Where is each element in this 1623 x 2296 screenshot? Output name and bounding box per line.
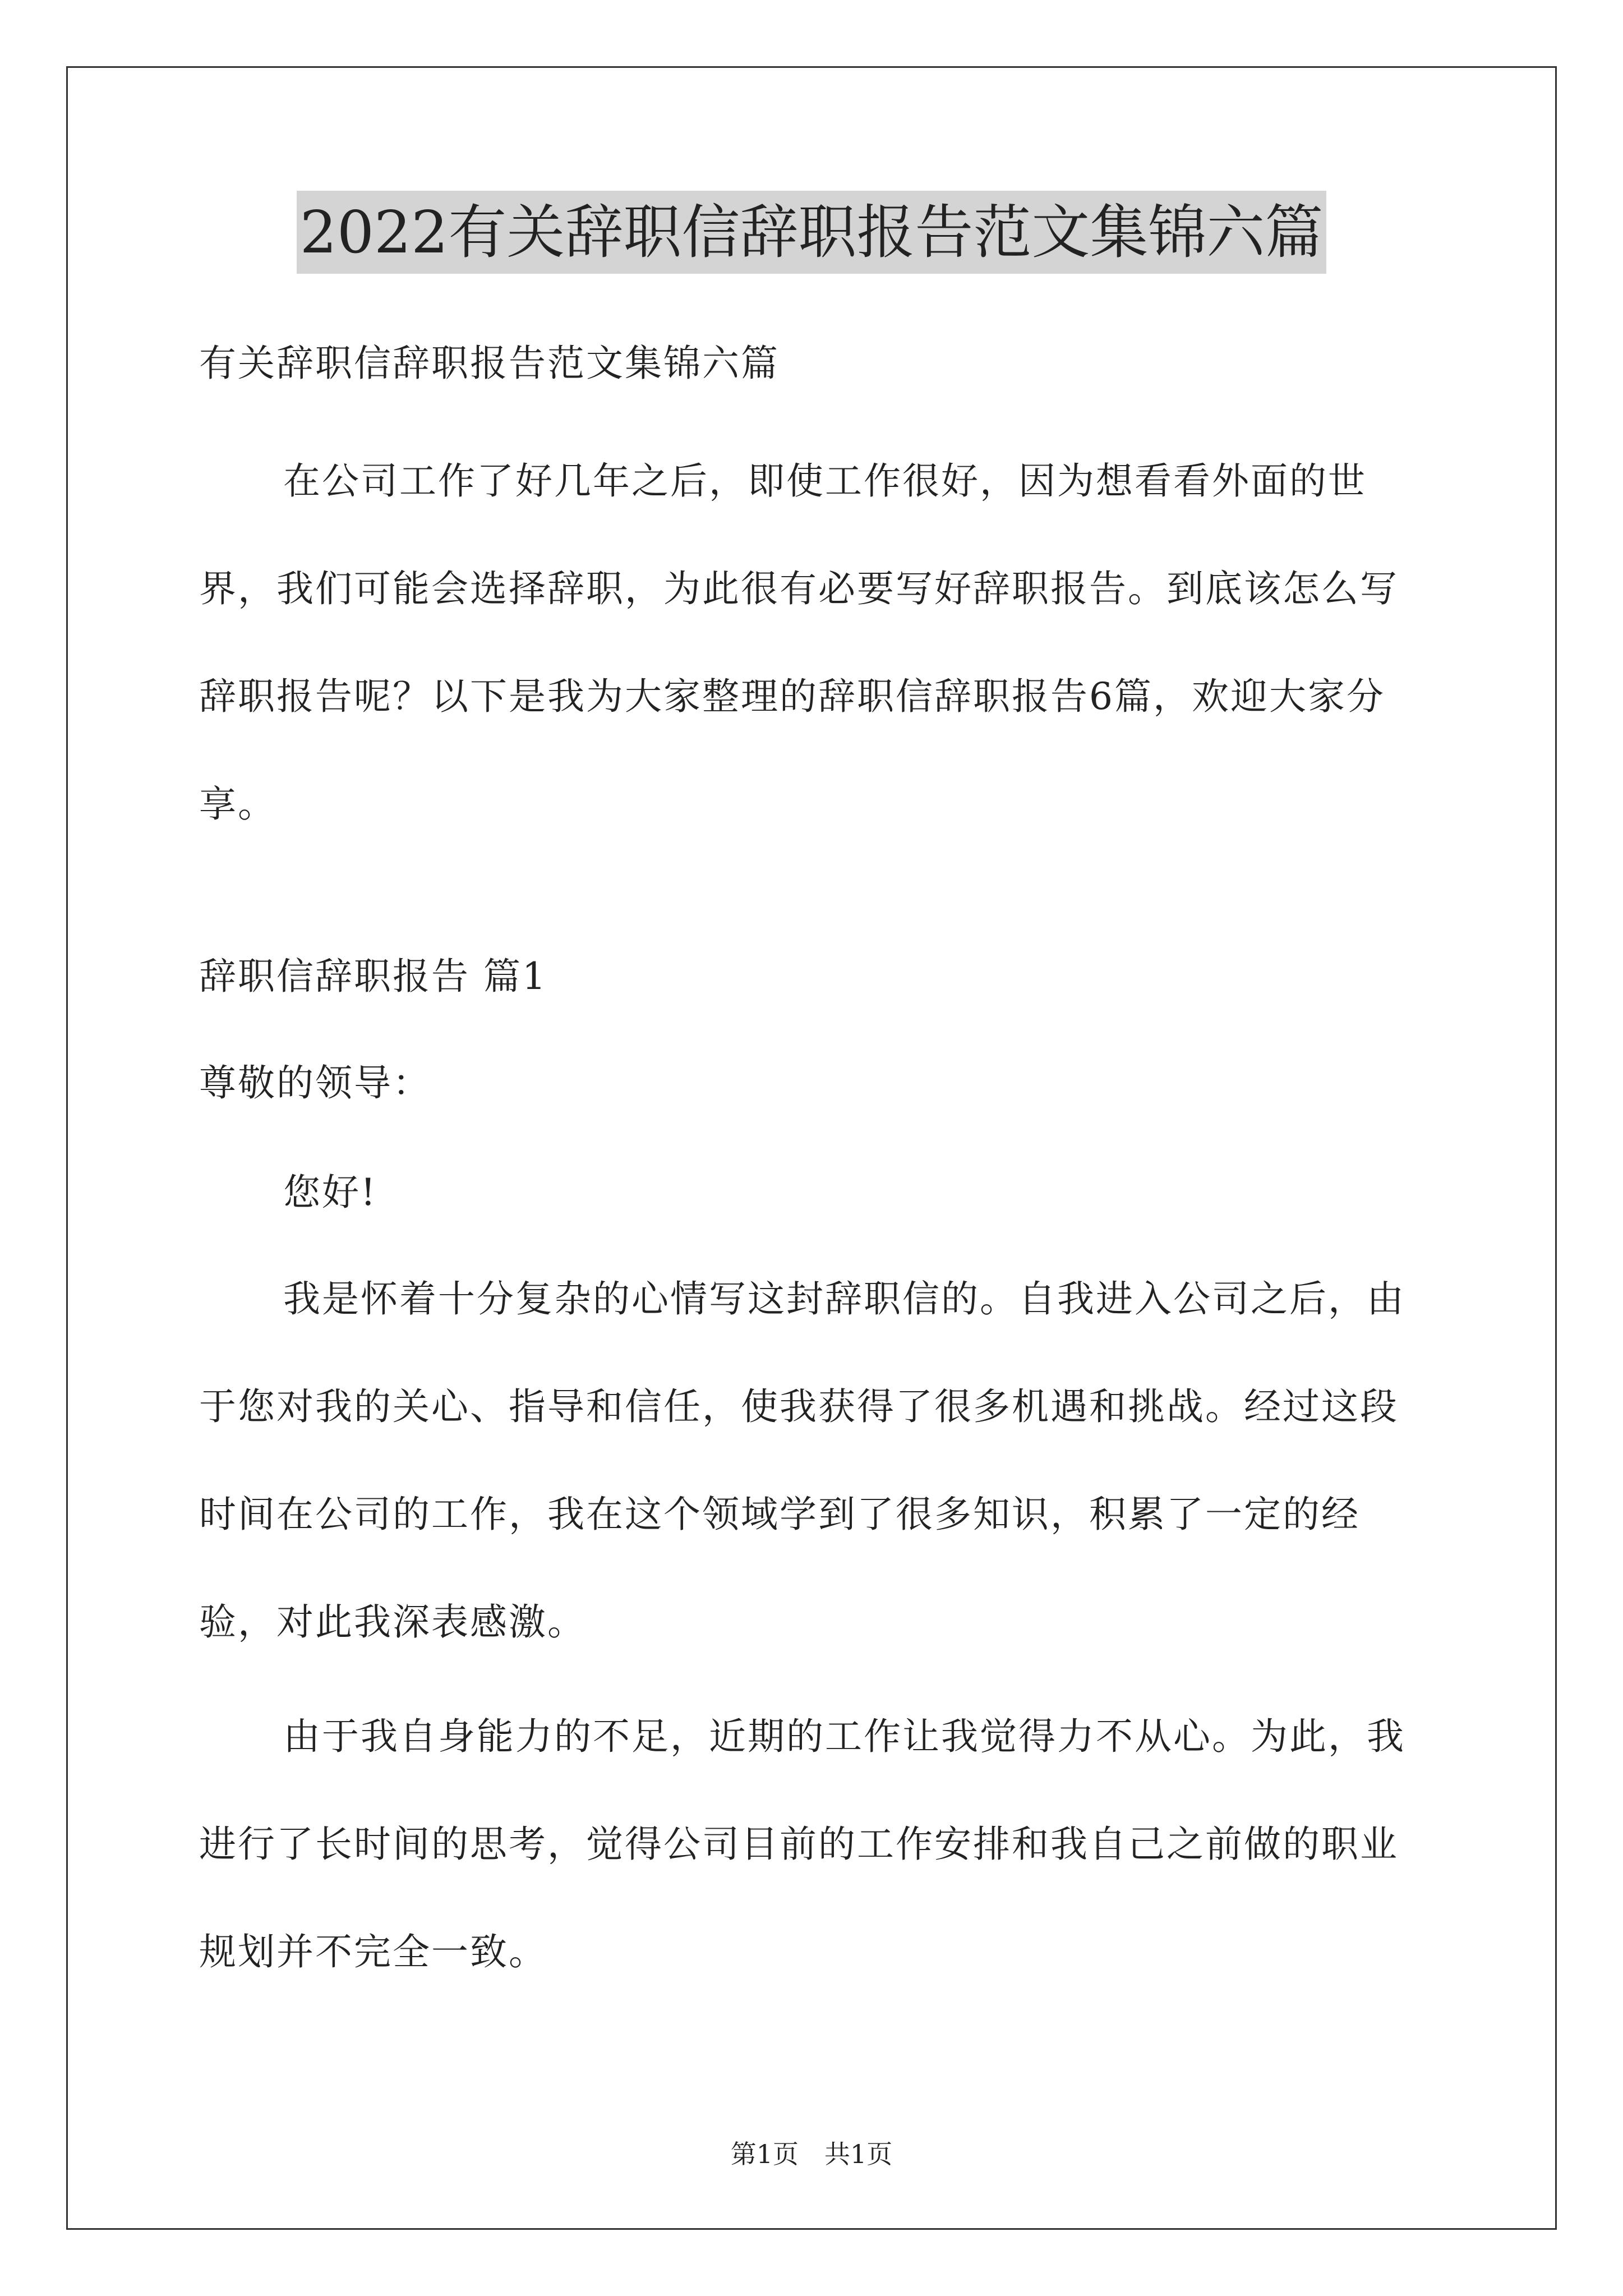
document-title: 2022有关辞职信辞职报告范文集锦六篇 <box>297 191 1327 274</box>
salutation: 尊敬的领导： <box>199 1061 431 1105</box>
title-container <box>0 191 1623 274</box>
intro-paragraph: 在公司工作了好几年之后，即使工作很好，因为想看看外面的世界，我们可能会选择辞职，为此很有必要写好辞职报告。到底该怎么写辞职报告呢？以下是我为大家整理的辞职信辞职报告6篇，欢迎大家分享。 <box>199 459 1399 826</box>
greeting: 您好! <box>283 1171 377 1214</box>
section-heading: 辞职信辞职报告 篇1 <box>199 955 547 998</box>
page-footer: 第1页 共1页 <box>730 2139 893 2169</box>
document-subtitle: 有关辞职信辞职报告范文集锦六篇 <box>199 342 780 385</box>
body-paragraph-2: 由于我自身能力的不足，近期的工作让我觉得力不从心。为此，我进行了长时间的思考，觉得公司目前的工作安排和我自己之前做的职业规划并不完全一致。 <box>199 1715 1405 1973</box>
body-paragraph-1: 我是怀着十分复杂的心情写这封辞职信的。自我进入公司之后，由于您对我的关心、指导和信任，使我获得了很多机遇和挑战。经过这段时间在公司的工作，我在这个领域学到了很多知识，积累了一定的经验，对此我深表感激。 <box>199 1277 1405 1644</box>
